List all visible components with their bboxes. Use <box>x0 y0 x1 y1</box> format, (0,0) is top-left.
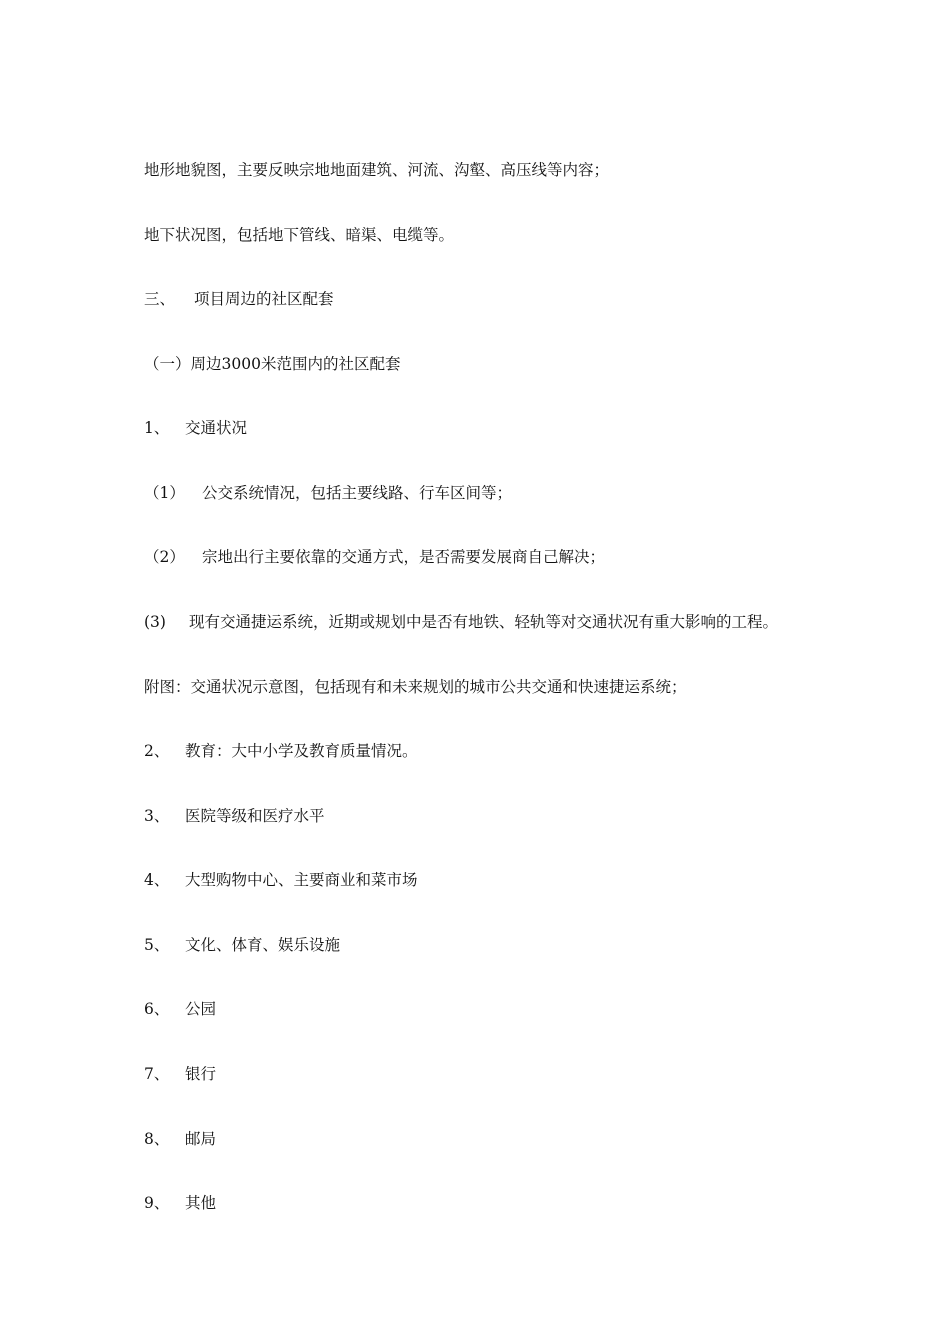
list-text: 其他 <box>185 1194 217 1212</box>
paragraph-appendix-map <box>144 676 687 698</box>
sub-item-text: 公交系统情况，包括主要线路、行车区间等； <box>202 484 513 502</box>
sub-item-travel-mode <box>144 546 605 568</box>
list-text: 公园 <box>185 1000 217 1018</box>
sub-item-text: 现有交通捷运系统，近期或规划中是否有地铁、轻轨等对交通状况有重大影响的工程。 <box>189 613 779 631</box>
sub-item-rapid-transit <box>144 611 778 633</box>
list-text: 大型购物中心、主要商业和菜市场 <box>185 871 418 889</box>
sub-item-number: (3) <box>144 613 166 631</box>
list-item-other <box>144 1192 216 1214</box>
list-item-transport <box>144 417 247 439</box>
list-item-bank <box>144 1063 216 1085</box>
list-item-post-office <box>144 1128 216 1150</box>
paragraph-text: 地下状况图，包括地下管线、暗渠、电缆等。 <box>144 226 455 244</box>
subsection-title: （一）周边3000米范围内的社区配套 <box>144 355 401 373</box>
list-item-education <box>144 740 418 762</box>
paragraph-underground-map <box>144 224 454 246</box>
list-text: 文化、体育、娱乐设施 <box>185 936 341 954</box>
list-number: 1、 <box>144 419 170 437</box>
paragraph-topography-map <box>144 159 609 181</box>
section-title: 项目周边的社区配套 <box>194 290 334 308</box>
section-heading-community-facilities <box>144 288 334 310</box>
sub-item-number: （2） <box>144 548 185 566</box>
list-text: 银行 <box>185 1065 217 1083</box>
paragraph-text: 附图：交通状况示意图，包括现有和未来规划的城市公共交通和快速捷运系统； <box>144 678 687 696</box>
list-item-hospital <box>144 805 325 827</box>
list-number: 3、 <box>144 807 170 825</box>
section-number: 三、 <box>144 290 176 308</box>
list-item-culture <box>144 934 340 956</box>
sub-item-text: 宗地出行主要依靠的交通方式，是否需要发展商自己解决； <box>202 548 606 566</box>
subsection-heading-3000m <box>144 353 400 375</box>
list-text: 教育：大中小学及教育质量情况。 <box>185 742 418 760</box>
list-text: 医院等级和医疗水平 <box>185 807 325 825</box>
paragraph-text: 地形地貌图，主要反映宗地地面建筑、河流、沟壑、高压线等内容； <box>144 161 610 179</box>
list-number: 4、 <box>144 871 170 889</box>
sub-item-bus-system <box>144 482 512 504</box>
list-number: 5、 <box>144 936 170 954</box>
list-text: 交通状况 <box>185 419 248 437</box>
list-item-shopping <box>144 869 418 891</box>
list-item-park <box>144 998 216 1020</box>
list-number: 2、 <box>144 742 170 760</box>
list-text: 邮局 <box>185 1130 217 1148</box>
list-number: 7、 <box>144 1065 170 1083</box>
list-number: 9、 <box>144 1194 170 1212</box>
sub-item-number: （1） <box>144 484 185 502</box>
list-number: 6、 <box>144 1000 170 1018</box>
list-number: 8、 <box>144 1130 170 1148</box>
